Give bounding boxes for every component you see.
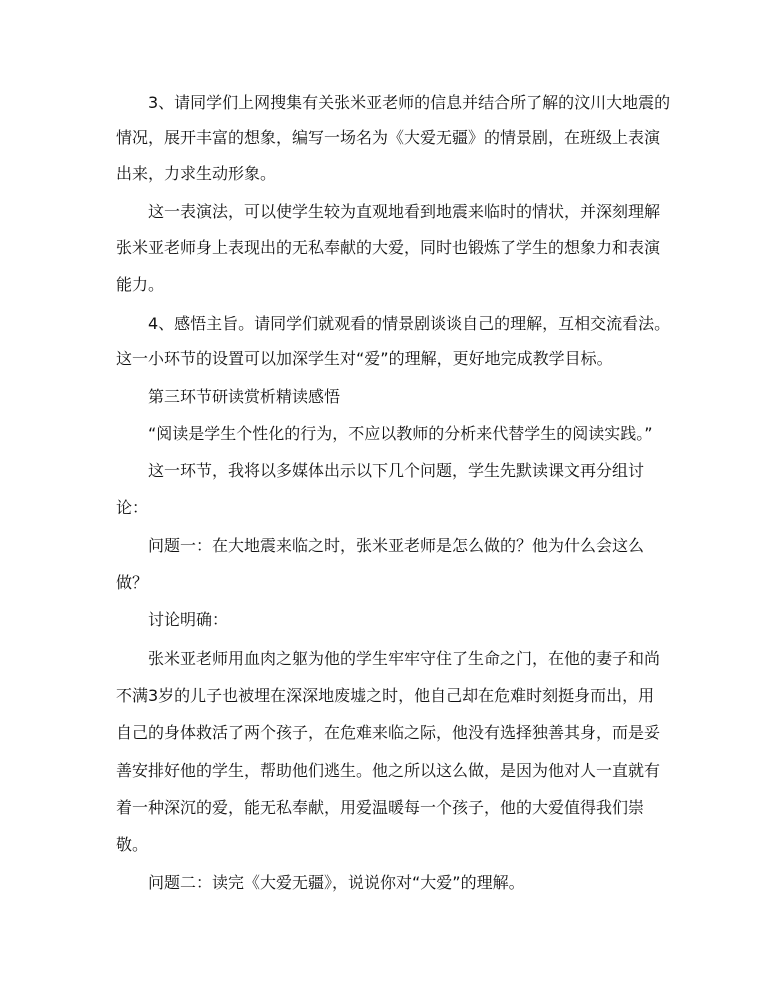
text-line: 张米亚老师身上表现出的无私奉献的大爱，同时也锻炼了学生的想象力和表演 xyxy=(116,238,661,257)
text-line: 4、感悟主旨。请同学们就观看的情景剧谈谈自己的理解，互相交流看法。 xyxy=(148,314,671,333)
text-line: 这一环节，我将以多媒体出示以下几个问题，学生先默读课文再分组讨 xyxy=(148,461,645,480)
text-line: 善安排好他的学生，帮助他们逃生。他之所以这么做，是因为他对人一直就有 xyxy=(116,761,661,780)
text-line: 这一表演法，可以使学生较为直观地看到地震来临时的情状，并深刻理解 xyxy=(148,202,661,221)
text-line: 敬。 xyxy=(116,835,149,854)
text-line: 论： xyxy=(116,498,149,517)
quote-line: “阅读是学生个性化的行为，不应以教师的分析来代替学生的阅读实践。” xyxy=(148,424,653,443)
question-line: 问题二：读完《大爱无疆》，说说你对“大爱”的理解。 xyxy=(148,873,525,892)
text-line: 着一种深沉的爱，能无私奉献，用爱温暖每一个孩子，他的大爱值得我们崇 xyxy=(116,798,645,817)
question-line: 做？ xyxy=(116,573,149,592)
text-line: 张米亚老师用血肉之躯为他的学生牢牢守住了生命之门，在他的妻子和尚 xyxy=(148,649,661,668)
text-line: 出来，力求生动形象。 xyxy=(116,164,277,183)
text-line: 这一小环节的设置可以加深学生对“爱”的理解，更好地完成教学目标。 xyxy=(116,349,613,368)
section-heading: 第三环节研读赏析精读感悟 xyxy=(148,387,341,406)
text-line: 情况，展开丰富的想象，编写一场名为《大爱无疆》的情景剧，在班级上表演 xyxy=(116,128,661,147)
text-line: 能力。 xyxy=(116,275,165,294)
question-line: 问题一：在大地震来临之时，张米亚老师是怎么做的？他为什么会这么 xyxy=(148,536,645,555)
text-line: 不满3岁的儿子也被埋在深深地废墟之时，他自己却在危难时刻挺身而出，用 xyxy=(116,686,655,705)
text-line: 3、请同学们上网搜集有关张米亚老师的信息并结合所了解的汶川大地震的 xyxy=(148,93,671,112)
text-line: 讨论明确： xyxy=(148,610,229,629)
text-line: 自己的身体救活了两个孩子，在危难来临之际，他没有选择独善其身，而是妥 xyxy=(116,723,661,742)
